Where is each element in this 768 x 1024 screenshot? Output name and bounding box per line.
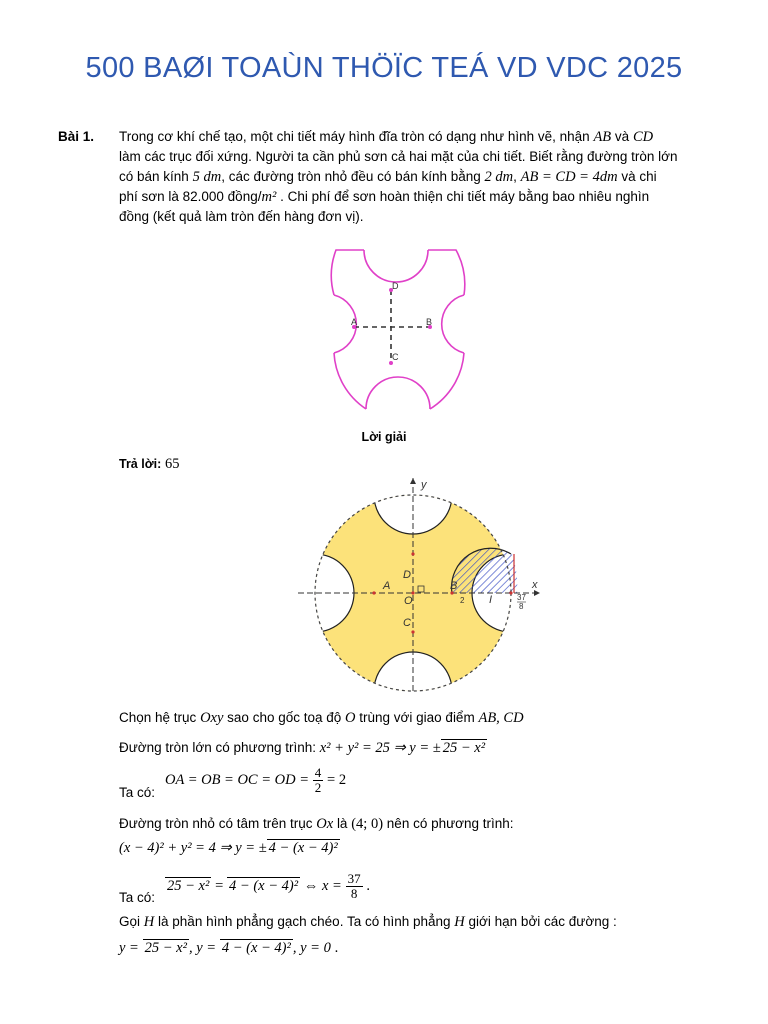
math-big-circle-eq: x² + y² = 25 ⇒ y = ± [319,740,441,756]
step-7 [119,912,617,932]
label-x: x [532,579,538,591]
step-text: Chọn hệ trục [119,710,197,725]
problem-text: . Chi phí để sơn hoàn thiện chi tiết máy bằng bao nhiêu nghìn [280,189,650,204]
problem-line-3: có bán kính 5 dm, các đường tròn nhỏ đều có bán kính bằng 2 dm, AB = CD = 4dm và chi [119,169,657,185]
math-radius-eq: OA = OB = OC = OD = [165,772,309,789]
label-frac-den: 8 [519,602,524,611]
problem-text: phí sơn là 82.000 đồng/ [119,189,262,204]
math-h: H [454,914,465,930]
step-text: sao cho gốc toạ độ [227,710,342,725]
math-equals: = [215,878,224,895]
step-4 [119,814,514,834]
label-b: B [426,317,433,327]
problem-line-4 [119,187,649,207]
step-text: Đường tròn nhỏ có tâm trên trục [119,816,313,831]
math-radius-small: 2 dm [484,169,514,185]
label-frac-num: 37 [517,593,526,602]
math-dot: . [334,940,339,956]
label-d: D [392,281,399,291]
step-text: Đường tròn lớn có phương trình: [119,740,316,755]
step-2 [119,738,487,758]
math-sqrt: 4 − (x − 4)² [268,840,338,856]
problem-text: Trong cơ khí chế tạo, một chi tiết máy hình đĩa tròn có dạng như hình vẽ, nhận [119,129,590,144]
fraction-num: 4 [314,765,322,780]
step-text: là [336,816,348,831]
step-text: trùng với giao điểm [359,710,475,725]
step-text: nên có phương trình: [386,816,514,831]
label-d: D [403,569,411,581]
math-sqrt: 25 − x² [167,878,210,895]
math-ox: Ox [316,816,334,832]
math-unit: m² [261,189,277,205]
label-y: y [421,479,427,491]
math-fraction [346,872,363,901]
math-fraction [313,766,324,795]
figure-coordinate-solution [290,472,546,700]
label-two: 2 [460,596,465,605]
step-text: Gọi [119,914,141,929]
problem-line-2: làm các trục đối xứng. Người ta cần phủ sơn cả hai mặt của chi tiết. Biết rằng đường tròn lớn [119,149,678,164]
math-y: y = [119,940,139,956]
step-5 [119,838,340,858]
math-oxy: Oxy [200,710,224,726]
problem-text: , các đường tròn nhỏ đều có bán kính bằng [221,169,481,184]
math-y: , y = 0 [292,940,331,956]
answer-label: Trả lời: [119,457,162,471]
part-outline [331,250,464,409]
problem-line-1 [119,127,653,147]
label-c: C [392,352,399,362]
fraction-den: 2 [314,780,322,795]
step-8 [119,938,338,958]
math-sqrt: 25 − x² [442,740,486,756]
step-3-label: Ta có: [119,785,156,800]
math-sqrt: 4 − (x − 4)² [229,878,299,895]
step-text: giới hạn bởi các đường : [468,914,617,929]
fraction-den: 8 [350,886,358,901]
math-ab-cd: AB, CD [478,710,524,726]
math-cd: CD [632,129,654,145]
solution-heading: Lời giải [361,430,407,444]
label-a: A [383,580,391,592]
label-c: C [403,617,411,629]
figure-machine-part [296,245,496,413]
math-result: = 2 [327,772,347,789]
step-text: là phần hình phẳng gạch chéo. Ta có hình phẳng [158,914,451,929]
problem-text: và chi [621,169,657,184]
problem-text: và [614,129,630,144]
label-b: B [450,580,458,592]
math-h: H [143,914,155,930]
problem-line-5: đồng (kết quả làm tròn đến hàng đơn vị). [119,209,364,224]
step-6-label: Ta có: [119,890,156,905]
math-dot: . [366,878,370,895]
problem-text: có bán kính [119,169,189,184]
math-sqrt: 25 − x² [144,940,187,956]
math-o: O [345,710,356,726]
page-title: 500 BAØI TOAÙN THÖÏC TEÁ VD VDC 2025 [85,52,683,84]
math-ab: AB [593,129,612,145]
answer-line [119,454,180,474]
label-o: O [404,595,413,607]
step-6 [165,872,370,901]
step-1 [119,708,524,728]
y-axis-arrow [410,478,416,484]
math-y: , y = [188,940,217,956]
problem-label: Bài 1. [58,129,95,144]
step-3 [165,766,346,795]
math-sqrt: 4 − (x − 4)² [221,940,291,956]
label-i: I [489,594,493,606]
math-iff: ⇔ x = [303,878,342,895]
math-center: (4; 0) [351,816,384,832]
label-a: A [351,317,358,327]
math-small-circle-eq: (x − 4)² + y² = 4 ⇒ y = ± [119,840,267,856]
math-ab-cd: AB = CD = 4dm [520,169,618,185]
fraction-num: 37 [347,871,361,886]
math-radius-large: 5 dm [192,169,222,185]
answer-value: 65 [165,456,180,472]
